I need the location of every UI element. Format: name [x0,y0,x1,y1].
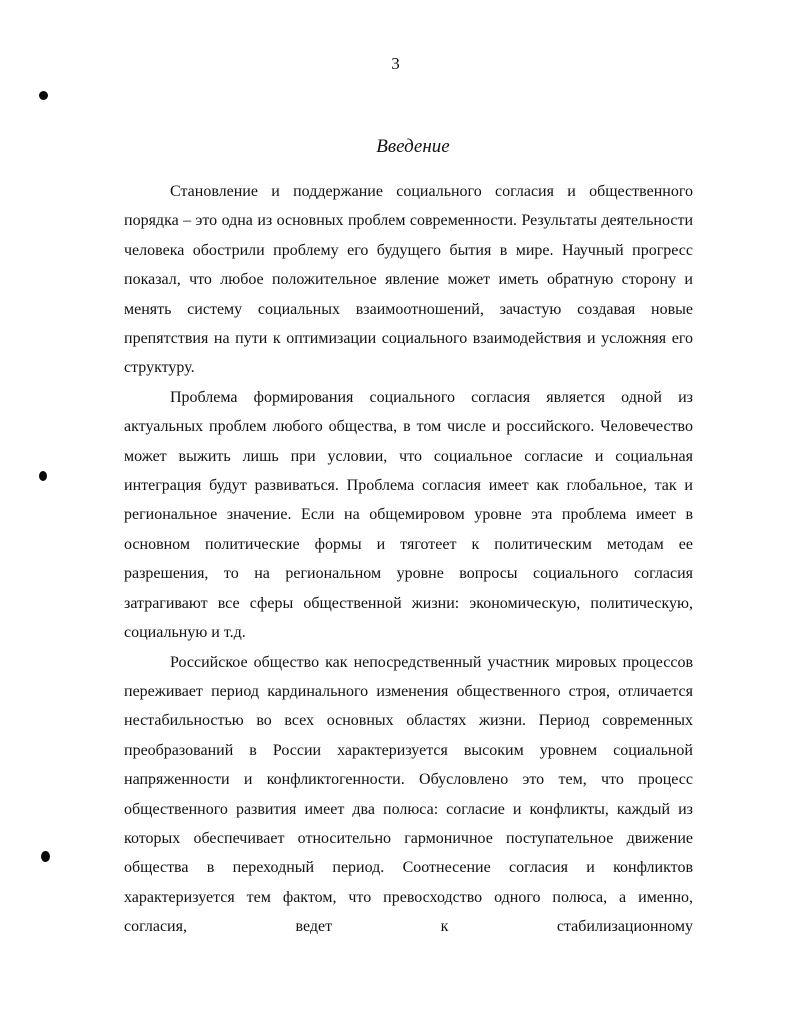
scan-blot [39,91,48,100]
paragraph: Становление и поддержание социального согласия и общественного порядка – это одна из основных проблем современности. Результаты деятельности человека обострили проблему его будущего бытия в мире. Научный прогресс показал, что любое положительное явление может иметь обратную сторону и менять систему социальных взаимоотношений, зачастую создавая новые препятствия на пути к оптимизации социального взаимодействия и усложняя его структуру. [124,183,693,377]
scan-blot [39,471,47,481]
scan-blot [41,851,50,862]
body-text [124,177,693,942]
section-heading: Введение [376,136,450,157]
paragraph: Российское общество как непосредственный участник мировых процессов переживает период кардинального изменения общественного строя, отличается нестабильностью во всех основных областях жизни. Период современных преобразований в России характеризуется высоким уровнем социальной напряженности и конфликтогенности. Обусловлено это тем, что процесс общественного развития имеет два полюса: согласие и конфликты, каждый из которых обеспечивает относительно гармоничное поступательное движение общества в переходный период. Соотнесение согласия и конфликтов характеризуется тем фактом, что превосходство одного полюса, а именно, согласия, ведет к стабилизационному [124,653,693,936]
page-number: 3 [391,54,400,73]
paragraph: Проблема формирования социального согласия является одной из актуальных проблем любого общества, в том числе и российского. Человечество может выжить лишь при условии, что социальное согласие и социальная интеграция будут развиваться. Проблема согласия имеет как глобальное, так и региональное значение. Если на общемировом уровне эта проблема имеет в основном политические формы и тяготеет к политическим методам ее разрешения, то на региональном уровне вопросы социального согласия затрагивают все сферы общественной жизни: экономическую, политическую, социальную и т.д. [124,388,693,642]
